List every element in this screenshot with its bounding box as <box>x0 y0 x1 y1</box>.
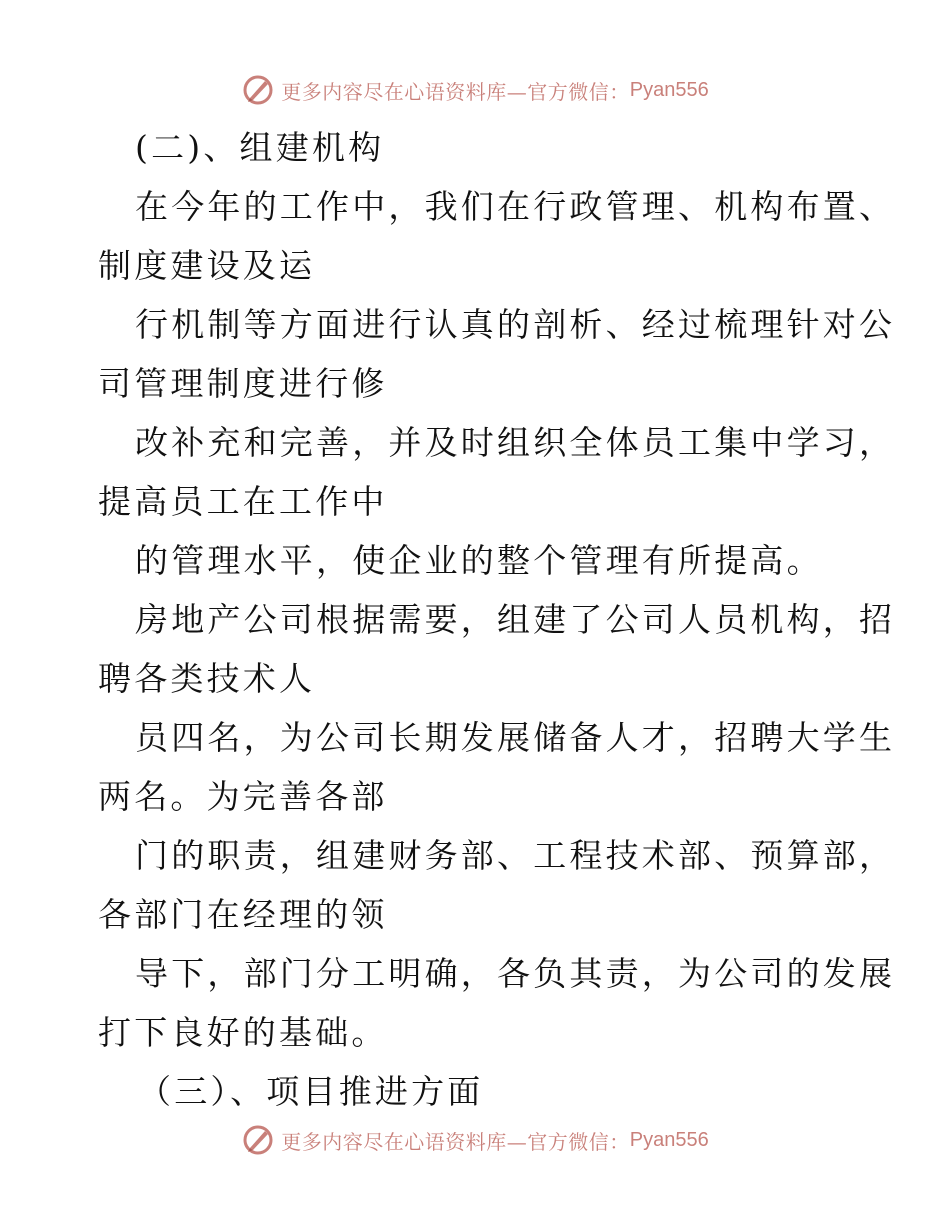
section-heading-3: （三）、项目推进方面 <box>138 1072 484 1111</box>
watermark-text: 更多内容尽在心语资料库—官方微信： <box>281 1129 630 1154</box>
paragraph-line: 两名。为完善各部 <box>98 777 388 816</box>
paragraph-line: 员四名，为公司长期发展储备人才，招聘大学生 <box>135 718 896 757</box>
paragraph-line: 导下，部门分工明确，各负其责，为公司的发展 <box>135 954 896 993</box>
paragraph-line: 制度建设及运 <box>98 246 316 285</box>
quill-pen-logo-icon <box>241 1123 275 1157</box>
paragraph-line: 行机制等方面进行认真的剖析、经过梳理针对公 <box>135 305 896 344</box>
watermark-text: 更多内容尽在心语资料库—官方微信： <box>281 79 630 104</box>
document-body <box>98 118 896 1121</box>
paragraph-line: 改补充和完善，并及时组织全体员工集中学习， <box>135 423 896 462</box>
section-heading-2: (二)、组建机构 <box>135 128 385 167</box>
paragraph-line: 在今年的工作中，我们在行政管理、机构布置、 <box>135 187 896 226</box>
watermark-wechat-id: Pyan556 <box>629 1128 709 1151</box>
quill-pen-logo-icon <box>241 73 275 107</box>
footer-watermark <box>0 1120 950 1160</box>
paragraph-line: 的管理水平，使企业的整个管理有所提高。 <box>135 541 823 580</box>
paragraph-line: 司管理制度进行修 <box>98 364 388 403</box>
paragraph-line: 聘各类技术人 <box>98 659 316 698</box>
paragraph-line: 房地产公司根据需要，组建了公司人员机构，招 <box>135 600 896 639</box>
watermark-wechat-id: Pyan556 <box>629 78 709 101</box>
paragraph-line: 各部门在经理的领 <box>98 895 388 934</box>
paragraph-line: 打下良好的基础。 <box>98 1013 388 1052</box>
paragraph-line: 提高员工在工作中 <box>98 482 388 521</box>
header-watermark <box>0 70 950 110</box>
paragraph-line: 门的职责，组建财务部、工程技术部、预算部， <box>135 836 896 875</box>
